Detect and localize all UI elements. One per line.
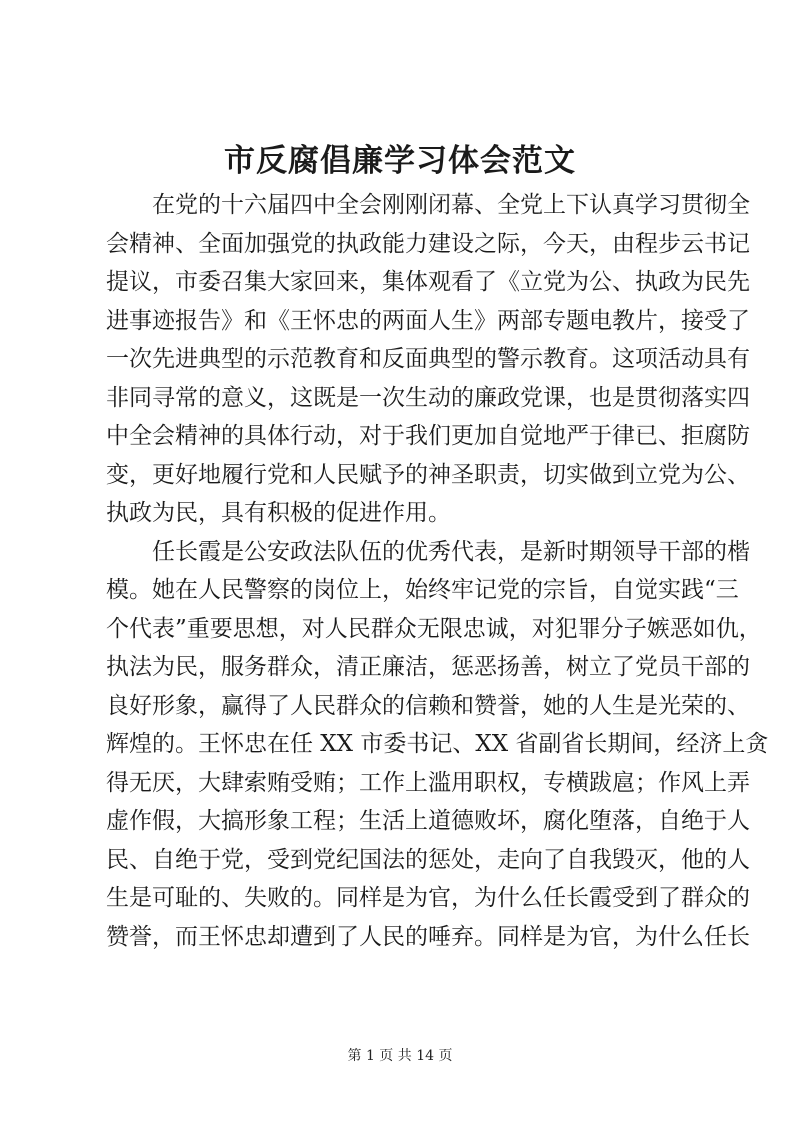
paragraph-line: 变，更好地履行党和人民赋予的神圣职责，切实做到立党为公、 <box>106 461 750 488</box>
paragraph-line: 会精神、全面加强党的执政能力建设之际，今天，由程步云书记 <box>106 230 750 257</box>
paragraph-line: 得无厌，大肆索贿受贿；工作上滥用职权，专横跋扈；作风上弄 <box>106 769 750 796</box>
paragraph-line: 执法为民，服务群众，清正廉洁，惩恶扬善，树立了党员干部的 <box>106 654 750 680</box>
paragraph-line: 中全会精神的具体行动，对于我们更加自觉地严于律已、拒腐防 <box>106 423 750 449</box>
paragraph-2 <box>106 533 769 957</box>
paragraph-line: 民、自绝于党，受到党纪国法的惩处，走向了自我毁灭，他的人 <box>106 846 750 873</box>
paragraph-line: 虚作假，大搞形象工程；生活上道德败坏，腐化堕落，自绝于人 <box>106 808 750 834</box>
paragraph-line: 辉煌的。王怀忠在任 XX 市委书记、XX 省副省长期间，经济上贪 <box>106 731 769 757</box>
paragraph-line: 一次先进典型的示范教育和反面典型的警示教育。这项活动具有 <box>106 346 750 372</box>
paragraph-line: 生是可耻的、失败的。同样是为官，为什么任长霞受到了群众的 <box>106 885 750 911</box>
document-title: 市反腐倡廉学习体会范文 <box>224 143 576 179</box>
paragraph-line: 赞誉，而王怀忠却遭到了人民的唾弃。同样是为官，为什么任长 <box>106 923 750 950</box>
paragraph-line: 非同寻常的意义，这既是一次生动的廉政党课，也是贯彻落实四 <box>106 384 750 411</box>
document-body <box>106 186 769 956</box>
paragraph-line: 执政为民，具有积极的促进作用。 <box>106 500 451 526</box>
paragraph-line: 进事迹报告》和《王怀忠的两面人生》两部专题电教片，接受了 <box>106 307 750 334</box>
paragraph-line: 个代表”重要思想，对人民群众无限忠诚，对犯罪分子嫉恶如仇， <box>106 615 762 642</box>
paragraph-line: 提议，市委召集大家回来，集体观看了《立党为公、执政为民先 <box>106 269 750 295</box>
page-number-footer: 第 1 页 共 14 页 <box>347 1048 453 1064</box>
paragraph-1 <box>106 186 750 533</box>
paragraph-line: 良好形象，赢得了人民群众的信赖和赞誉，她的人生是光荣的、 <box>106 692 750 719</box>
paragraph-line: 任长霞是公安政法队伍的优秀代表，是新时期领导干部的楷 <box>152 538 750 565</box>
paragraph-line: 在党的十六届四中全会刚刚闭幕、全党上下认真学习贯彻全 <box>152 192 750 218</box>
paragraph-line: 模。她在人民警察的岗位上，始终牢记党的宗旨，自觉实践“三 <box>106 577 739 603</box>
